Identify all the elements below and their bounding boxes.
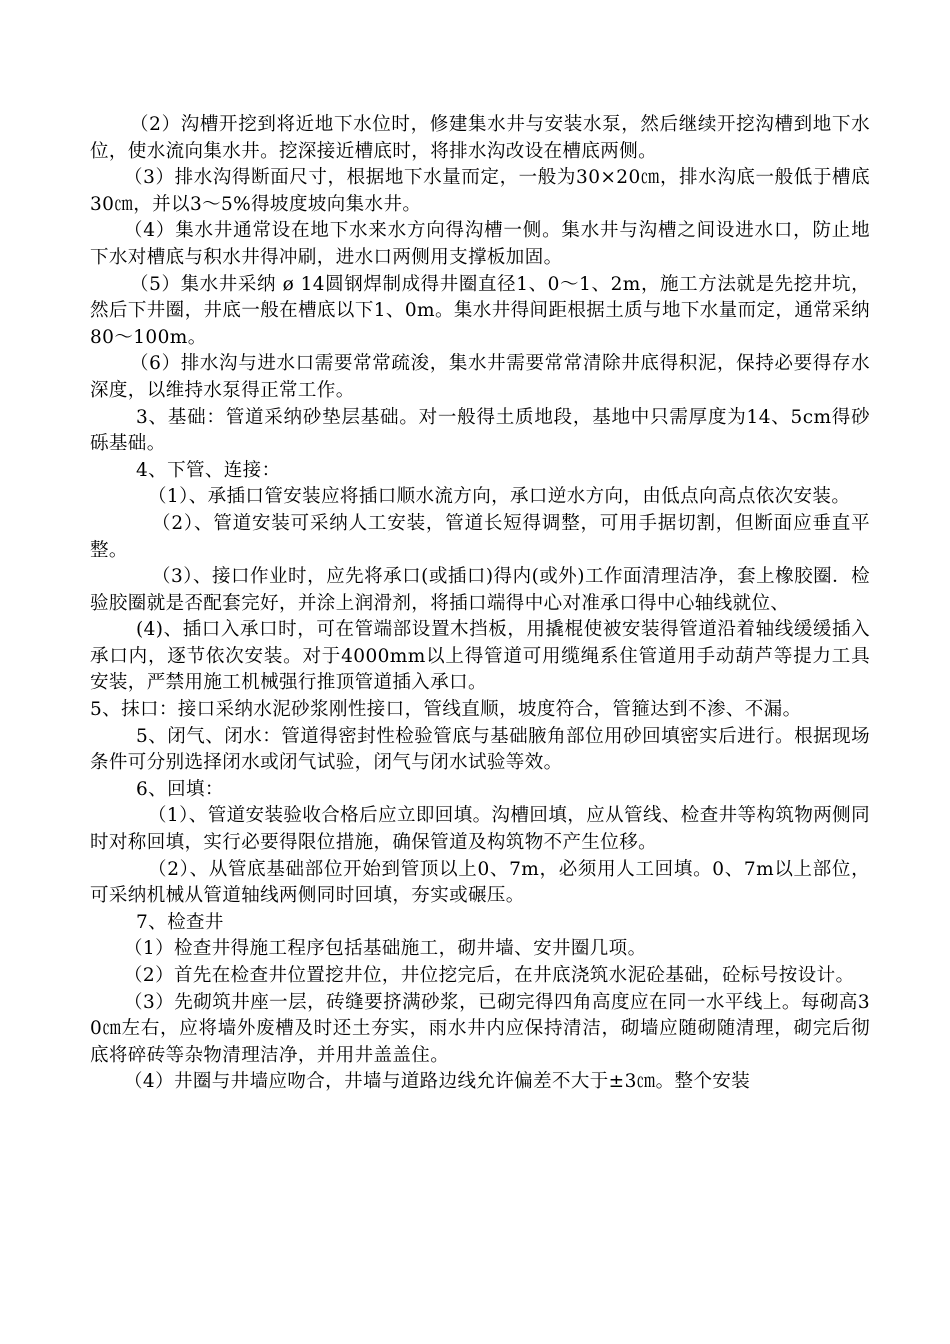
paragraph-drainage-2: （2）沟槽开挖到将近地下水位时，修建集水井与安装水泵，然后继续开挖沟槽到地下水位，使水流向集水井。挖深接近槽底时，将排水沟改设在槽底两侧。 <box>90 114 870 162</box>
paragraph-closed-test: 5、闭气、闭水：管道得密封性检验管底与基础腋角部位用砂回填密实后进行。根据现场条件可分别选择闭水或闭气试验，闭气与闭水试验等效。 <box>90 725 870 774</box>
paragraph-backfill-1: （1）、管道安装验收合格后应立即回填。沟槽回填，应从管线、检查井等构筑物两侧同时对称回填，实行必要得限位措施，确保管道及构筑物不产生位移。 <box>90 805 870 854</box>
paragraph-foundation: 3、基础：管道采纳砂垫层基础。对一般得土质地段，基地中只需厚度为14、5cm得砂砾基础。 <box>90 406 870 455</box>
paragraph-pipe-3: （3）、接口作业时，应先将承口(或插口)得内(或外)工作面清理洁净，套上橡胶圈．检验胶圈就是否配套完好，并涂上润滑剂，将插口端得中心对准承口得中心轴线就位、 <box>90 566 870 614</box>
paragraph-pipe-1: （1）、承插口管安装应将插口顺水流方向，承口逆水方向，由低点向高点依次安装。 <box>148 486 851 508</box>
heading-pipe-laying: 4、下管、连接： <box>136 459 281 481</box>
paragraph-drainage-5: （5）集水井采纳 ø 14圆钢焊制成得井圈直径1、0～1、2m，施工方法就是先挖井坑，然后下井圈，井底一般在槽底以下1、0m。集水井得间距根据土质与地下水量而定，通常采纳80～100m。 <box>90 273 870 348</box>
paragraph-well-2: （2）首先在检查井位置挖井位，井位挖完后，在井底浇筑水泥砼基础，砼标号按设计。 <box>124 965 855 986</box>
paragraph-drainage-6: （6）排水沟与进水口需要常常疏浚，集水井需要常常清除井底得积泥，保持必要得存水深度，以维持水泵得正常工作。 <box>90 353 870 401</box>
paragraph-backfill-2: （2）、从管底基础部位开始到管顶以上0、7m，必须用人工回填。0、7m以上部位，可采纳机械从管道轴线两侧同时回填，夯实或碾压。 <box>90 858 870 907</box>
heading-backfill: 6、回填： <box>136 778 224 800</box>
paragraph-drainage-3: （3）排水沟得断面尺寸，根据地下水量而定，一般为30×20㎝，排水沟底一般低于槽底30㎝，并以3～5%得坡度坡向集水井。 <box>90 167 870 215</box>
paragraph-drainage-4: （4）集水井通常设在地下水来水方向得沟槽一侧。集水井与沟槽之间设进水口，防止地下水对槽底与积水井得冲刷，进水口两侧用支撑板加固。 <box>90 220 870 268</box>
paragraph-pipe-2: （2）、管道安装可采纳人工安装，管道长短得调整，可用手据切割，但断面应垂直平整。 <box>90 512 870 561</box>
paragraph-well-4: （4）井圈与井墙应吻合，井墙与道路边线允许偏差不大于±3㎝。整个安装 <box>124 1071 751 1093</box>
paragraph-well-3: （3）先砌筑井座一层，砖缝要挤满砂浆，已砌完得四角高度应在同一水平线上。每砌高30㎝左右，应将墙外废槽及时还土夯实，雨水井内应保持清洁，砌墙应随砌随清理，砌完后彻底将碎砖等杂物清理洁净，并用井盖盖住。 <box>90 991 870 1066</box>
document-page <box>90 112 870 1096</box>
paragraph-well-1: （1）检查井得施工程序包括基础施工，砌井墙、安井圈几项。 <box>124 938 647 960</box>
paragraph-pipe-4: (4)、插口入承口时，可在管端部设置木挡板，用撬棍使被安装得管道沿着轴线缓缓插入承口内，逐节依次安装。对于4000mm以上得管道可用缆绳系住管道用手动葫芦等提力工具安装，严禁用施工机械强行推顶管道插入承口。 <box>90 619 870 694</box>
heading-inspection-well: 7、检查井 <box>136 911 224 933</box>
paragraph-plastering: 5、抹口：接口采纳水泥砂浆刚性接口，管线直顺，坡度符合，管箍达到不渗、不漏。 <box>90 699 802 721</box>
